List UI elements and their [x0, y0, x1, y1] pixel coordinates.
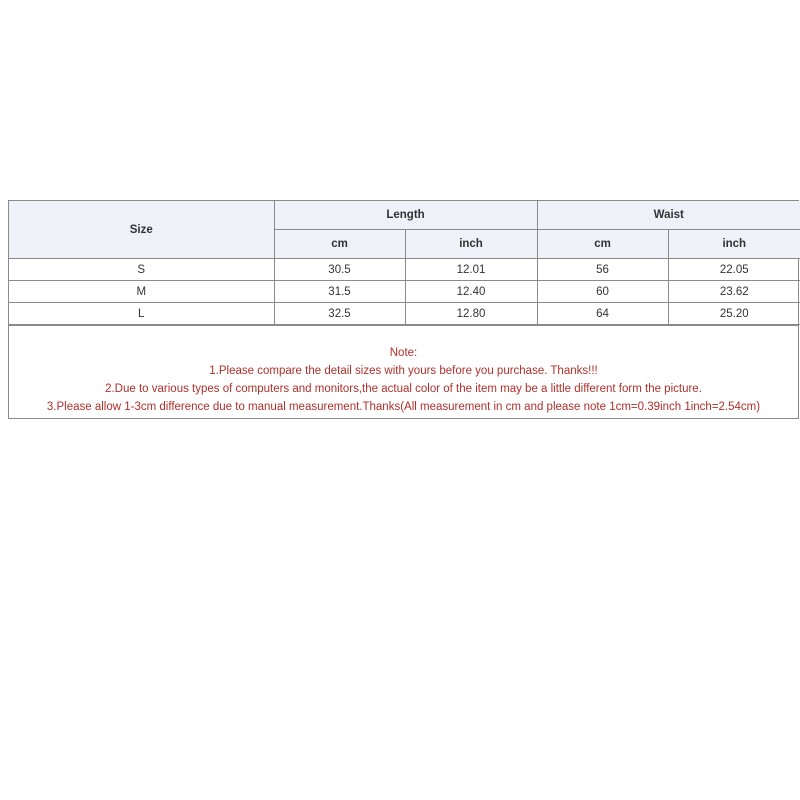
waist-cm-cell: 56	[537, 259, 668, 281]
waist-cm-header: cm	[537, 230, 668, 259]
length-cm-cell: 30.5	[274, 259, 405, 281]
waist-inch-cell: 23.62	[668, 281, 800, 303]
table-row	[9, 259, 800, 281]
table-row	[9, 281, 800, 303]
table-row	[9, 303, 800, 325]
size-table	[9, 201, 800, 325]
note-line-1: 1.Please compare the detail sizes with yours before you purchase. Thanks!!!	[209, 365, 598, 377]
size-cell: L	[9, 303, 274, 325]
group-header-row	[9, 201, 800, 230]
waist-header: Waist	[537, 201, 800, 230]
length-inch-cell: 12.80	[405, 303, 537, 325]
size-chart	[8, 200, 799, 419]
note-line-3: 3.Please allow 1-3cm difference due to manual measurement.Thanks(All measurement in cm and please note 1cm=0.39inch 1inch=2.54cm)	[46, 401, 761, 413]
length-inch-cell: 12.01	[405, 259, 537, 281]
size-header: Size	[9, 201, 274, 259]
length-inch-header: inch	[405, 230, 537, 259]
length-inch-cell: 12.40	[405, 281, 537, 303]
waist-inch-header: inch	[668, 230, 800, 259]
length-cm-header: cm	[274, 230, 405, 259]
waist-cm-cell: 64	[537, 303, 668, 325]
length-cm-cell: 31.5	[274, 281, 405, 303]
size-cell: S	[9, 259, 274, 281]
waist-inch-cell: 22.05	[668, 259, 800, 281]
length-cm-cell: 32.5	[274, 303, 405, 325]
length-header: Length	[274, 201, 537, 230]
notes-section	[9, 325, 798, 418]
waist-inch-cell: 25.20	[668, 303, 800, 325]
note-title: Note:	[389, 347, 418, 359]
size-cell: M	[9, 281, 274, 303]
note-line-2: 2.Due to various types of computers and monitors,the actual color of the item may be a little different form the picture.	[105, 383, 702, 395]
waist-cm-cell: 60	[537, 281, 668, 303]
